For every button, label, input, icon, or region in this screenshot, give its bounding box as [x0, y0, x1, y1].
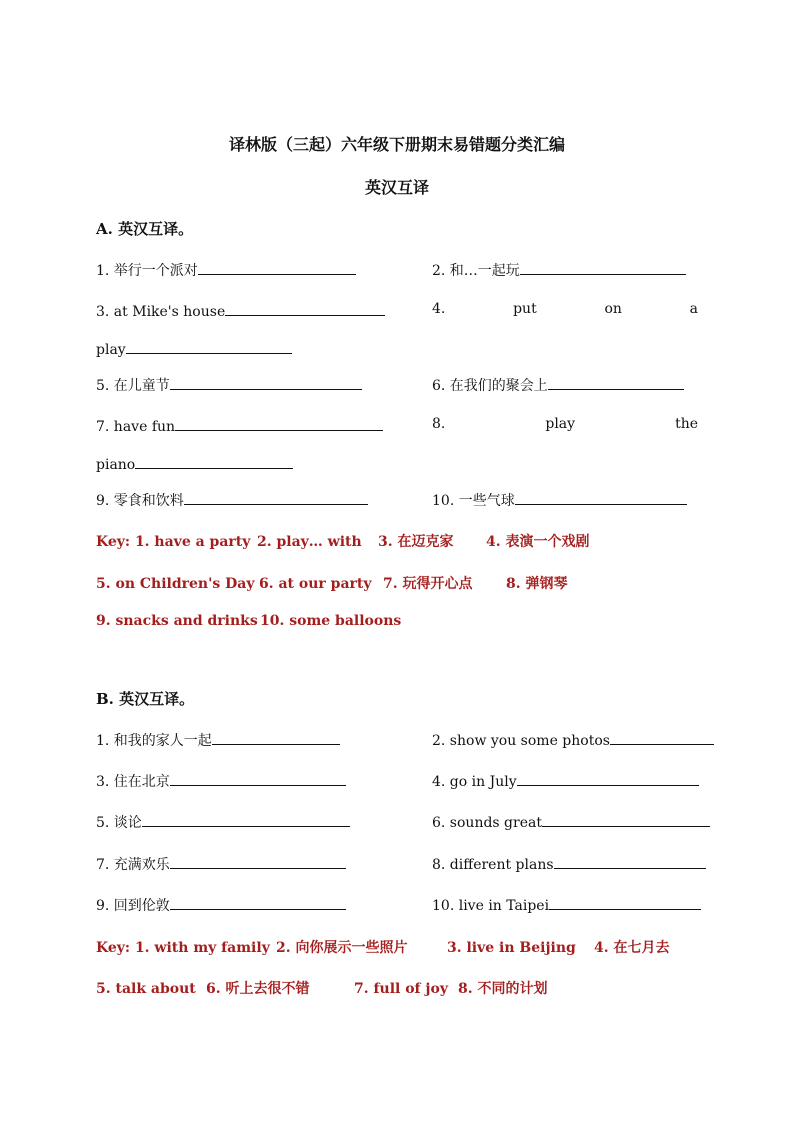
answer-blank[interactable] — [212, 730, 340, 745]
b-answer-key-line-1 — [96, 937, 670, 957]
b-item-1-text: 1. 和我的家人一起 — [96, 733, 212, 749]
section-a-heading: A. 英汉互译。 — [96, 220, 194, 238]
b-item-2 — [432, 730, 714, 749]
a-item-8-word: play — [545, 416, 576, 432]
a-item-4 — [432, 301, 698, 317]
answer-blank[interactable] — [142, 812, 350, 827]
key-entry: 4. 在七月去 — [594, 940, 670, 956]
a-item-8-word: the — [675, 416, 698, 432]
a-item-2 — [432, 260, 686, 280]
b-item-4-text: 4. go in July — [432, 774, 517, 790]
a-item-4-word: a — [689, 301, 698, 317]
a-item-10-text: 10. 一些气球 — [432, 493, 515, 509]
key-entry: 5. talk about — [96, 981, 196, 997]
a-item-8-number: 8. — [432, 416, 446, 432]
key-entry: 7. full of joy — [354, 981, 448, 997]
a-answer-key-line-1 — [96, 531, 590, 551]
key-entry: 8. 弹钢琴 — [506, 576, 568, 592]
document-title: 译林版（三起）六年级下册期末易错题分类汇编 — [228, 135, 565, 154]
b-item-3-text: 3. 住在北京 — [96, 774, 170, 790]
b-item-7 — [96, 854, 346, 874]
answer-blank[interactable] — [515, 490, 687, 505]
answer-blank[interactable] — [170, 854, 346, 869]
a-item-5-text: 5. 在儿童节 — [96, 378, 170, 394]
answer-blank[interactable] — [175, 416, 383, 431]
answer-blank[interactable] — [170, 895, 346, 910]
key-entry: 2. play… with — [257, 534, 362, 550]
a-item-8-continued — [96, 454, 293, 473]
a-item-10 — [432, 490, 687, 510]
a-item-7 — [96, 416, 383, 435]
answer-blank[interactable] — [542, 812, 710, 827]
b-item-5-text: 5. 谈论 — [96, 815, 142, 831]
key-entry: 5. on Children's Day — [96, 576, 255, 592]
b-item-5 — [96, 812, 350, 832]
b-item-6-text: 6. sounds great — [432, 815, 542, 831]
key-entry: Key: 1. have a party — [96, 534, 251, 550]
a-item-8-text: piano — [96, 457, 136, 473]
a-item-4-continued — [96, 339, 292, 358]
answer-blank[interactable] — [184, 490, 368, 505]
key-entry: 4. 表演一个戏剧 — [486, 534, 590, 550]
answer-blank[interactable] — [198, 260, 356, 275]
b-item-6 — [432, 812, 710, 831]
answer-blank[interactable] — [170, 771, 346, 786]
answer-blank[interactable] — [170, 375, 362, 390]
key-entry: 9. snacks and drinks — [96, 613, 258, 629]
a-item-9 — [96, 490, 368, 510]
section-b-heading: B. 英汉互译。 — [96, 690, 195, 708]
b-item-2-text: 2. show you some photos — [432, 733, 610, 749]
b-item-1 — [96, 730, 340, 750]
answer-blank[interactable] — [520, 260, 686, 275]
a-item-5 — [96, 375, 362, 395]
a-item-4-number: 4. — [432, 301, 446, 317]
answer-blank[interactable] — [225, 301, 385, 316]
key-entry: 3. 在迈克家 — [378, 534, 454, 550]
key-entry: 3. live in Beijing — [447, 940, 576, 956]
answer-blank[interactable] — [554, 854, 706, 869]
b-item-9-text: 9. 回到伦敦 — [96, 898, 170, 914]
a-answer-key-line-3 — [96, 613, 401, 629]
a-item-6 — [432, 375, 684, 395]
answer-blank[interactable] — [135, 454, 293, 469]
answer-blank[interactable] — [610, 730, 714, 745]
key-entry: 10. some balloons — [260, 613, 402, 629]
a-item-4-text: play — [96, 342, 126, 358]
b-item-10 — [432, 895, 701, 914]
a-item-1 — [96, 260, 356, 280]
key-entry: 7. 玩得开心点 — [383, 576, 473, 592]
answer-blank[interactable] — [548, 375, 684, 390]
b-item-4 — [432, 771, 699, 790]
a-answer-key-line-2 — [96, 573, 568, 593]
a-item-6-text: 6. 在我们的聚会上 — [432, 378, 548, 394]
a-item-8 — [432, 416, 698, 432]
document-subtitle: 英汉互译 — [364, 178, 429, 197]
key-entry: 8. 不同的计划 — [458, 981, 548, 997]
a-item-9-text: 9. 零食和饮料 — [96, 493, 184, 509]
answer-blank[interactable] — [517, 771, 699, 786]
b-item-8-text: 8. different plans — [432, 857, 554, 873]
b-item-9 — [96, 895, 346, 915]
b-answer-key-line-2 — [96, 978, 548, 998]
b-item-8 — [432, 854, 706, 873]
a-item-4-word: on — [604, 301, 622, 317]
b-item-3 — [96, 771, 346, 791]
a-item-3-text: 3. at Mike's house — [96, 304, 226, 320]
key-entry: 2. 向你展示一些照片 — [276, 940, 408, 956]
a-item-7-text: 7. have fun — [96, 419, 176, 435]
answer-blank[interactable] — [126, 339, 292, 354]
key-entry: 6. at our party — [259, 576, 372, 592]
b-item-10-text: 10. live in Taipei — [432, 898, 550, 914]
answer-blank[interactable] — [549, 895, 701, 910]
a-item-2-text: 2. 和…一起玩 — [432, 263, 520, 279]
a-item-3 — [96, 301, 385, 320]
b-item-7-text: 7. 充满欢乐 — [96, 857, 170, 873]
key-entry: Key: 1. with my family — [96, 940, 270, 956]
a-item-1-text: 1. 举行一个派对 — [96, 263, 198, 279]
key-entry: 6. 听上去很不错 — [206, 981, 310, 997]
a-item-4-word: put — [513, 301, 537, 317]
